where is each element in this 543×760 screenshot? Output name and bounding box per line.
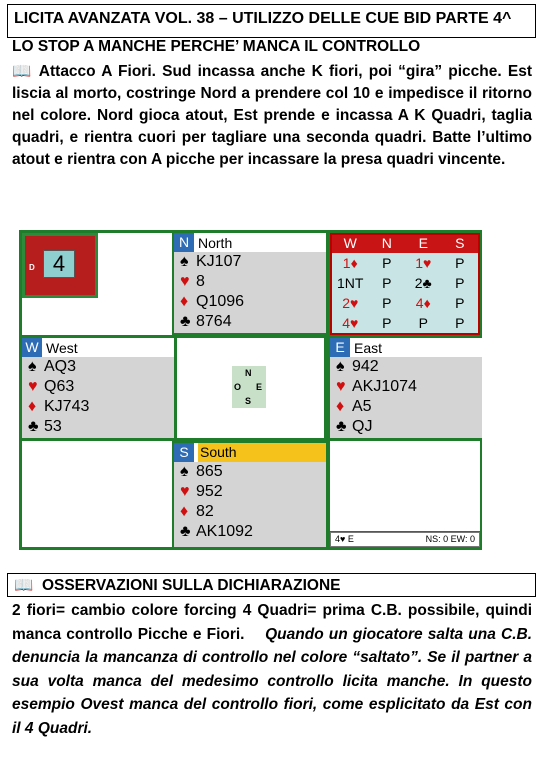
seat-name: East [354, 339, 383, 356]
hearts-row: ♥ Q63 [28, 378, 75, 395]
obs-italic: Quando un giocatore salta una C.B. denuncia la mancanza di controllo nel colore “saltato”. Se il partner a sua volta manca del medesimo controllo licita manche. In questo esempio Ovest manca del controllo fiori, come esplicitato da Est con il 4 Quadri. [12, 625, 532, 737]
observations-header [7, 573, 536, 597]
west-hand [22, 338, 174, 438]
spades-row: ♠ 865 [180, 463, 223, 480]
diamonds-row: ♦ Q1096 [180, 293, 245, 310]
auction-row: 4♥ P P P [342, 315, 465, 331]
spade-icon: ♠ [180, 463, 189, 480]
north-header [174, 233, 326, 252]
diamond-icon: ♦ [180, 503, 189, 520]
vulnerability-indicator [22, 233, 98, 298]
north-hand [174, 233, 326, 333]
hearts-row: ♥ AKJ1074 [336, 378, 417, 395]
diamonds-row: ♦ KJ743 [28, 398, 90, 415]
book-icon: 📖 [14, 576, 34, 594]
seat-badge: W [22, 338, 42, 357]
auction-header: W N E S [332, 235, 478, 253]
south-header [174, 443, 326, 462]
heart-icon: ♥ [180, 273, 190, 290]
spades-row: ♠ AQ3 [28, 358, 77, 375]
clubs-row: ♣ 53 [28, 418, 62, 435]
seat-name: North [198, 234, 233, 251]
diamonds-row: ♦ A5 [336, 398, 372, 415]
east-header [330, 338, 482, 357]
title-box [7, 4, 536, 38]
subtitle: LO STOP A MANCHE PERCHE’ MANCA IL CONTROLLO [12, 38, 421, 55]
spade-icon: ♠ [180, 253, 189, 270]
dealer-marker: D [29, 263, 35, 272]
clubs-row: ♣ QJ [336, 418, 373, 435]
page-title: LICITA AVANZATA VOL. 38 – UTILIZZO DELLE CUE BID PARTE 4^ [14, 10, 512, 27]
diamond-icon: ♦ [28, 398, 37, 415]
west-header [22, 338, 174, 357]
auction-row: 1♦ P 1♥ P [342, 255, 465, 271]
observations-title: OSSERVAZIONI SULLA DICHIARAZIONE [41, 577, 341, 594]
south-hand [174, 443, 326, 547]
auction-table [330, 233, 480, 335]
paragraph-text: Attacco A Fiori. Sud incassa anche K fiori, poi “gira” picche. Est liscia al morto, costringe Nord a prendere col 10 e impedisce il ritorno nel colore. Nord gioca atout, Est prende e incassa A K Quadri, taglia quadri, e rientra cuori per tagliare una seconda quadri. Batte l’ultimo atout e rientra con A picche per incassare la presa quadri vincente. [12, 63, 532, 168]
diamond-icon: ♦ [336, 398, 345, 415]
hearts-row: ♥ 8 [180, 273, 205, 290]
diamonds-row: ♦ 82 [180, 503, 214, 520]
contract: 4♥ E [335, 534, 354, 544]
diamond-icon: ♦ [180, 293, 189, 310]
seat-badge: S [174, 443, 194, 462]
seat-badge: N [174, 233, 194, 252]
spade-icon: ♠ [336, 358, 345, 375]
obs-plain: 2 fiori= cambio colore forcing 4 Quadri= prima C.B. possibile, quindi manca controllo Picche e Fiori. [12, 602, 532, 643]
seat-name: West [46, 339, 78, 356]
clubs-row: ♣ AK1092 [180, 523, 253, 540]
club-icon: ♣ [180, 313, 191, 330]
description-paragraph [12, 60, 532, 171]
clubs-row: ♣ 8764 [180, 313, 232, 330]
compass-icon: N O E S [232, 366, 266, 408]
empty-cell [22, 441, 172, 547]
observations-text [12, 599, 532, 740]
spades-row: ♠ 942 [336, 358, 379, 375]
auction-row: 2♥ P 4♦ P [342, 295, 465, 311]
status-bar [330, 532, 480, 547]
club-icon: ♣ [28, 418, 39, 435]
east-hand [330, 338, 482, 438]
seat-badge: E [330, 338, 350, 357]
heart-icon: ♥ [28, 378, 38, 395]
book-icon: 📖 [12, 62, 34, 80]
club-icon: ♣ [336, 418, 347, 435]
heart-icon: ♥ [336, 378, 346, 395]
score: NS: 0 EW: 0 [425, 534, 475, 544]
club-icon: ♣ [180, 523, 191, 540]
result-cell [330, 441, 480, 531]
hearts-row: ♥ 952 [180, 483, 223, 500]
heart-icon: ♥ [180, 483, 190, 500]
bridge-board [19, 230, 482, 550]
seat-name: South [198, 443, 326, 462]
auction-row: 1NT P 2♣ P [337, 275, 465, 291]
board-number: 4 [43, 250, 75, 278]
spades-row: ♠ KJ107 [180, 253, 242, 270]
spade-icon: ♠ [28, 358, 37, 375]
